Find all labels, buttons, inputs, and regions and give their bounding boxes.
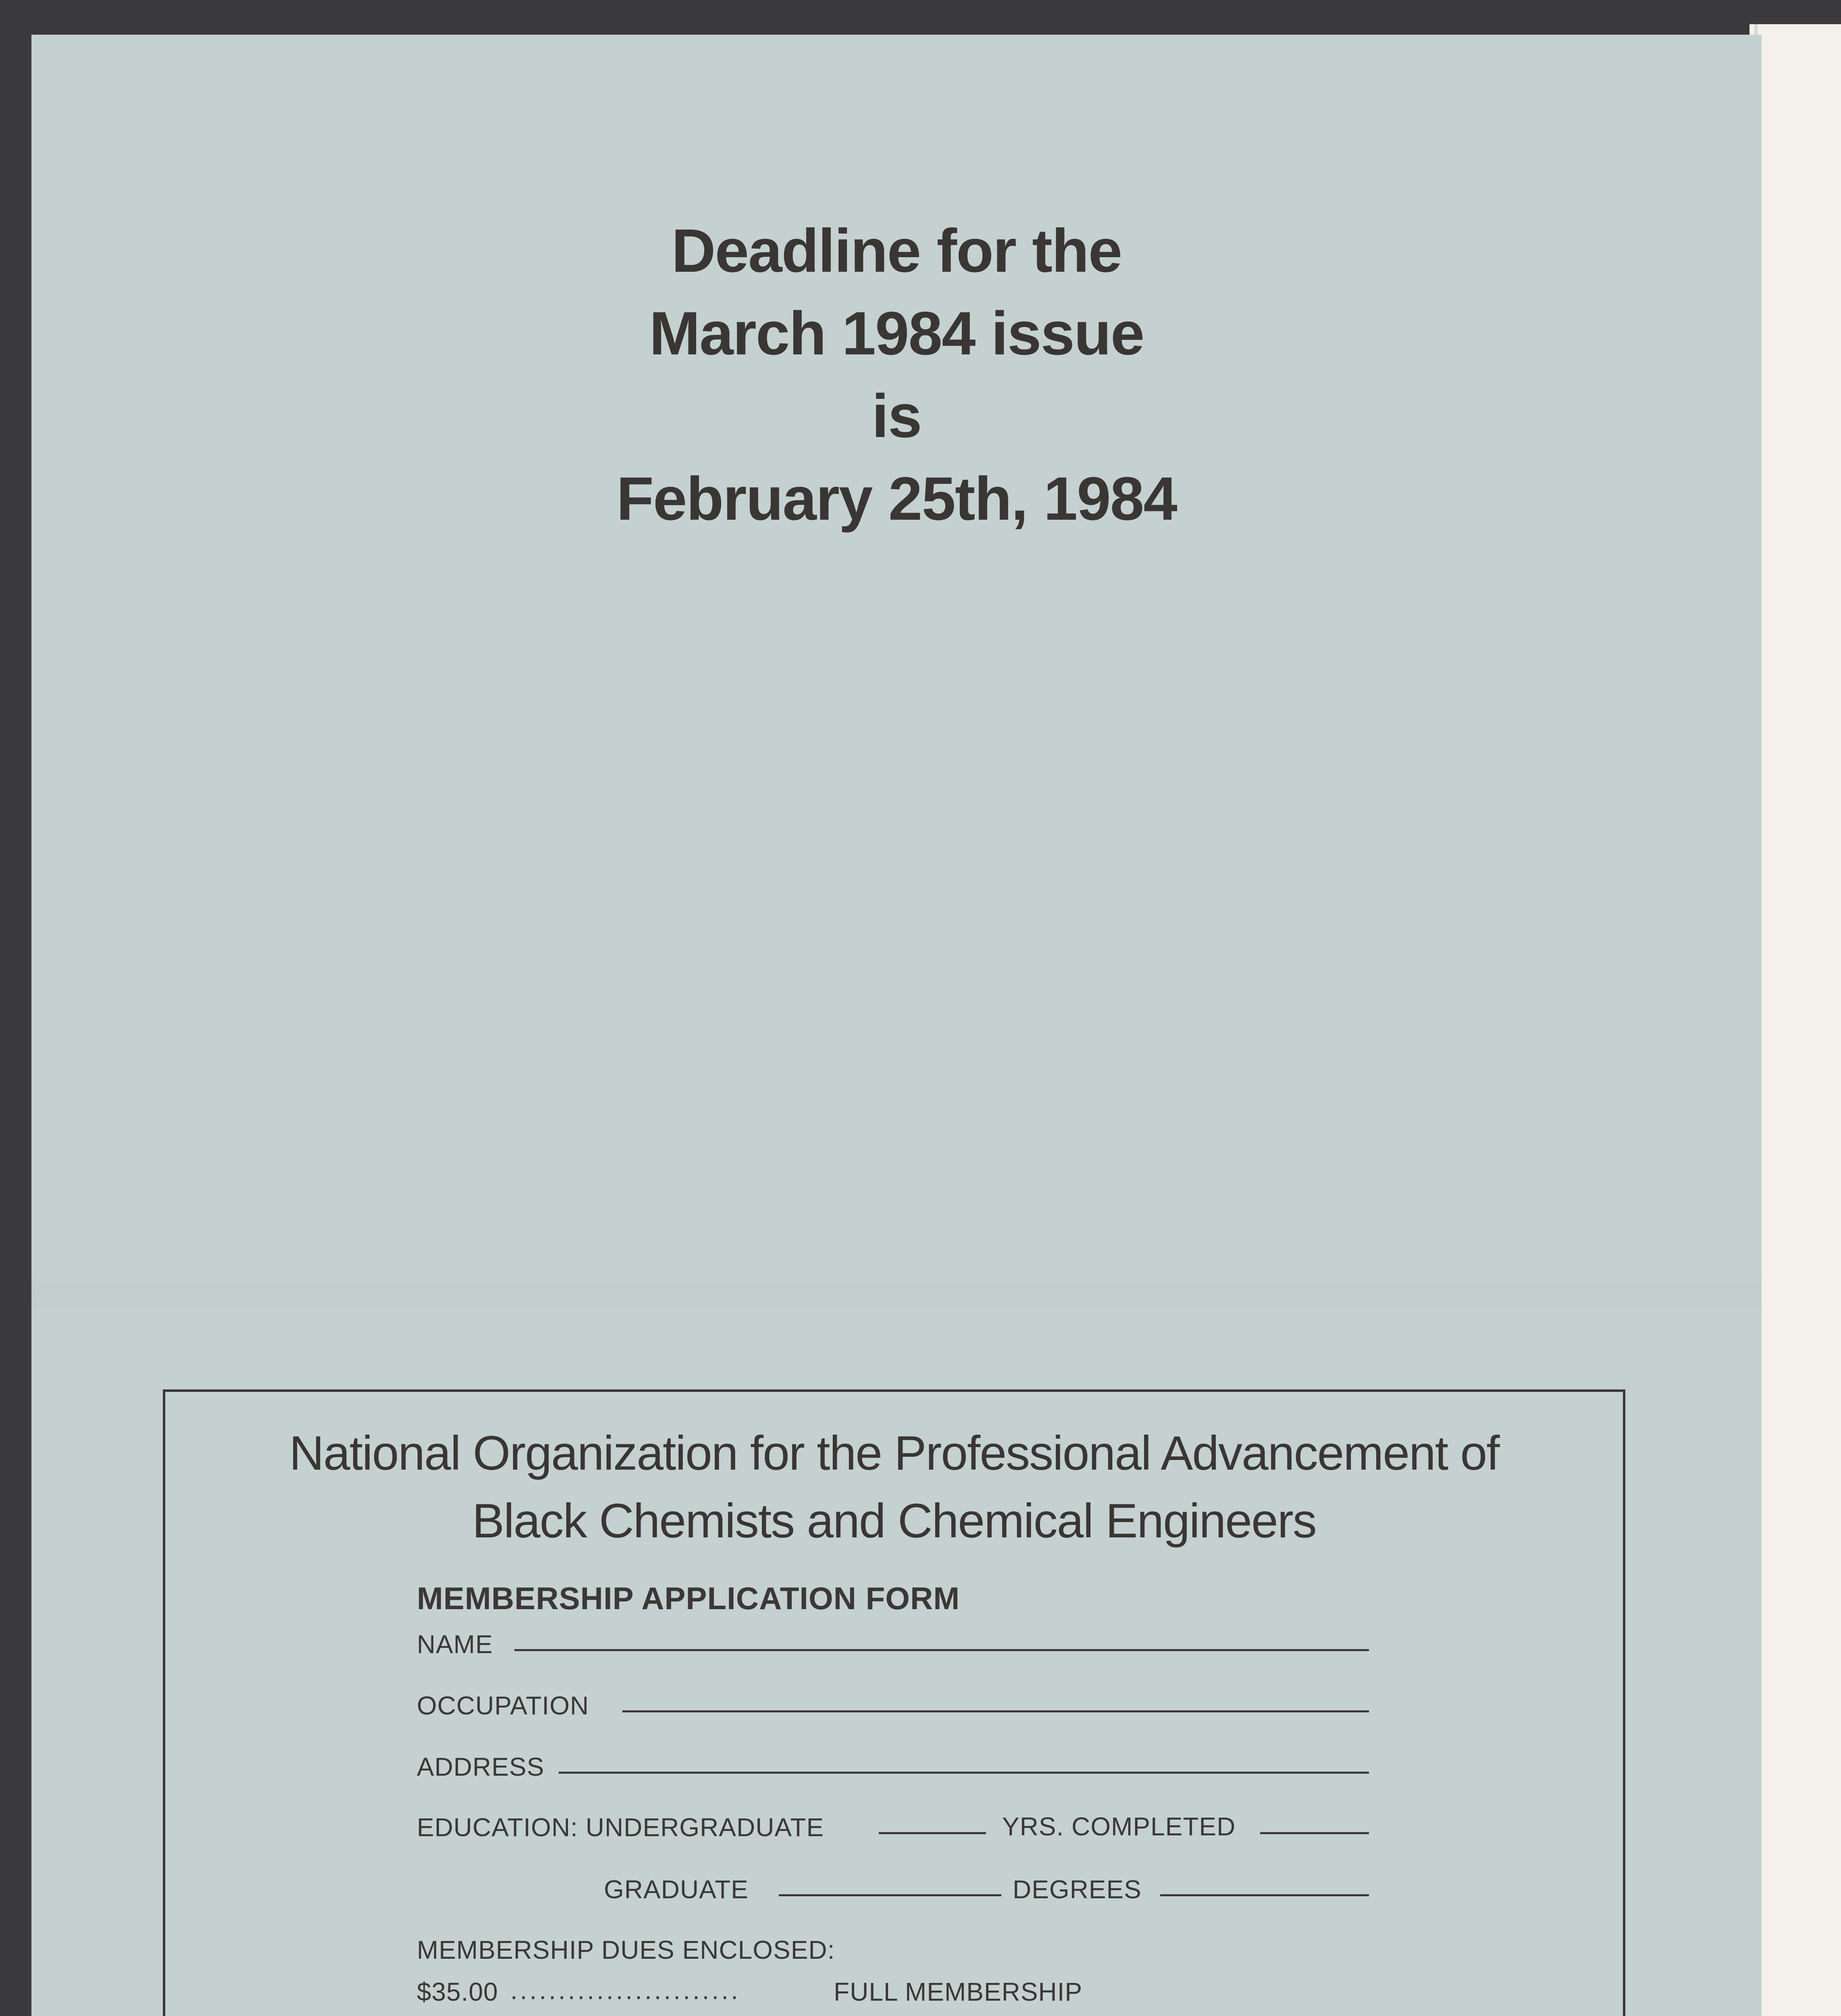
education-undergraduate-label: EDUCATION: UNDERGRADUATE [417, 1813, 824, 1842]
deadline-line-2: March 1984 issue [649, 299, 1144, 368]
yrs-completed-field[interactable] [1260, 1832, 1369, 1834]
deadline-line-1: Deadline for the [671, 217, 1122, 285]
address-field[interactable] [559, 1772, 1369, 1774]
organization-title [163, 1419, 1625, 1555]
dues-full-amount: $35.00 [417, 1977, 498, 2006]
undergraduate-field[interactable] [879, 1832, 986, 1834]
graduate-field[interactable] [779, 1894, 1001, 1896]
name-label: NAME [417, 1630, 493, 1659]
adjacent-page [1749, 24, 1841, 2016]
yrs-completed-label: YRS. COMPLETED [1002, 1812, 1236, 1841]
dues-full-type: FULL MEMBERSHIP [834, 1977, 1083, 2006]
dues-heading: MEMBERSHIP DUES ENCLOSED: [417, 1935, 835, 1964]
address-label: ADDRESS [417, 1752, 545, 1781]
deadline-notice [31, 210, 1762, 540]
degrees-field[interactable] [1160, 1894, 1369, 1896]
graduate-label: GRADUATE [604, 1875, 749, 1904]
dues-full-leader: ........................ [510, 1976, 741, 2005]
organization-title-line-2: Black Chemists and Chemical Engineers [472, 1494, 1316, 1548]
page-fold-shade [31, 1270, 1762, 1318]
form-heading: MEMBERSHIP APPLICATION FORM [417, 1581, 960, 1616]
deadline-line-4: February 25th, 1984 [616, 464, 1177, 533]
name-field[interactable] [514, 1649, 1369, 1651]
deadline-line-3: is [872, 382, 922, 450]
organization-title-line-1: National Organization for the Professional Advancement of [289, 1426, 1499, 1480]
occupation-field[interactable] [622, 1710, 1369, 1712]
occupation-label: OCCUPATION [417, 1691, 589, 1720]
degrees-label: DEGREES [1013, 1875, 1142, 1904]
